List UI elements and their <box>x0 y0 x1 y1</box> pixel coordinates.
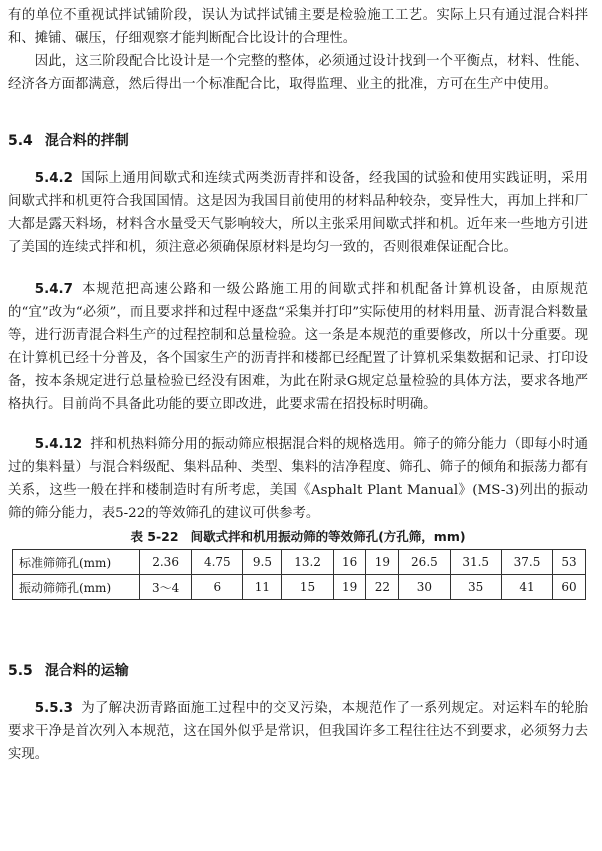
paragraph-intro-2: 因此，这三阶段配合比设计是一个完整的整体，必须通过设计找到一个平衡点，材料、性能、经济各方面都满意，然后得出一个标准配合比，取得监理、业主的批准，方可在生产中使用。 <box>8 54 588 92</box>
table-cell: 19 <box>333 575 366 600</box>
row-label: 振动筛筛孔(mm) <box>13 575 140 600</box>
table-title: 间歇式拌和机用振动筛的等效筛孔(方孔筛，mm) <box>190 529 466 544</box>
table-cell: 13.2 <box>282 550 333 575</box>
clause-text: 为了解决沥青路面施工过程中的交叉污染，本规范作了一系列规定。对运料车的轮胎要求干净是首次列入本规范，这在国外似乎是常识，但我国许多工程往往达不到要求，必须努力去实现。 <box>8 701 588 762</box>
table-cell: 35 <box>450 575 501 600</box>
paragraph-intro-continued: 有的单位不重视试拌试铺阶段，误认为试拌试铺主要是检验施工工艺。实际上只有通过混合料拌和、摊铺、碾压，仔细观察才能判断配合比设计的合理性。 <box>8 8 588 46</box>
table-cell: 3～4 <box>140 575 192 600</box>
clause-number: 5.4.7 <box>34 282 73 297</box>
clause-number: 5.5.3 <box>34 701 73 716</box>
table-cell: 37.5 <box>501 550 552 575</box>
row-label: 标准筛筛孔(mm) <box>13 550 140 575</box>
section-heading-5-5 <box>8 660 588 680</box>
table-cell: 11 <box>243 575 282 600</box>
section-heading-5-4 <box>8 130 588 150</box>
clause-text: 国际上通用间歇式和连续式两类沥青拌和设备，经我国的试验和使用实践证明，采用间歇式拌和机更符合我国国情。这是因为我国目前使用的材料品种较杂，变异性大，再加上拌和厂大都是露天料场，材料含水量受天气影响较大，所以主张采用间歇式拌和机。近年来一些地方引进了美国的连续式拌和机，须注意必须确保原材料是均匀一致的，否则很难保证配合比。 <box>8 171 588 255</box>
table-cell: 22 <box>366 575 399 600</box>
table-cell: 60 <box>553 575 586 600</box>
table-cell: 4.75 <box>192 550 243 575</box>
section-number: 5.4 <box>8 133 33 149</box>
table-cell: 53 <box>553 550 586 575</box>
clause-number: 5.4.2 <box>34 171 73 186</box>
clause-5-4-12 <box>8 433 588 525</box>
section-title: 混合料的拌制 <box>44 133 129 149</box>
table-cell: 30 <box>399 575 450 600</box>
table-cell: 6 <box>192 575 243 600</box>
table-cell: 16 <box>333 550 366 575</box>
table-cell: 26.5 <box>399 550 450 575</box>
sieve-table <box>12 549 586 600</box>
clause-5-4-7 <box>8 278 588 416</box>
clause-text: 拌和机热料筛分用的振动筛应根据混合料的规格选用。筛子的筛分能力（即每小时通过的集料量）与混合料级配、集料品种、类型、集料的洁净程度、筛孔、筛子的倾角和振荡力都有关系，这些一般在拌和楼制造时有所考虑，美国《Asphalt Plant Manual》(MS-3)列出的振动筛的筛分能力，表5-22的等效筛孔的建议可供参考。 <box>8 437 588 521</box>
section-number: 5.5 <box>8 663 33 679</box>
table-cell: 31.5 <box>450 550 501 575</box>
table-cell: 19 <box>366 550 399 575</box>
table-cell: 15 <box>282 575 333 600</box>
section-title: 混合料的运输 <box>44 663 129 679</box>
table-caption <box>8 527 588 545</box>
clause-number: 5.4.12 <box>34 437 83 452</box>
clause-text: 本规范把高速公路和一级公路施工用的间歇式拌和机配备计算机设备，由原规范的“宜”改为“必须”，而且要求拌和过程中逐盘“采集并打印”实际使用的材料用量、沥青混合料数量等，进行沥青混合料生产的过程控制和总量检验。这一条是本规范的重要修改，所以十分重要。现在计算机已经十分普及，各个国家生产的沥青拌和楼都已经配置了计算机采集数据和记录、打印设备，按本条规定进行总量检验已经没有困难，为此在附录G规定总量检验的具体方法，要求各地严格执行。目前尚不具备此功能的要立即改进，此要求需在招投标时明确。 <box>8 282 588 412</box>
table-cell: 41 <box>501 575 552 600</box>
clause-5-4-2 <box>8 167 588 259</box>
table-row <box>13 575 586 600</box>
table-number: 表 5-22 <box>130 529 179 544</box>
table-row <box>13 550 586 575</box>
table-cell: 2.36 <box>140 550 192 575</box>
table-cell: 9.5 <box>243 550 282 575</box>
clause-5-5-3 <box>8 697 588 766</box>
